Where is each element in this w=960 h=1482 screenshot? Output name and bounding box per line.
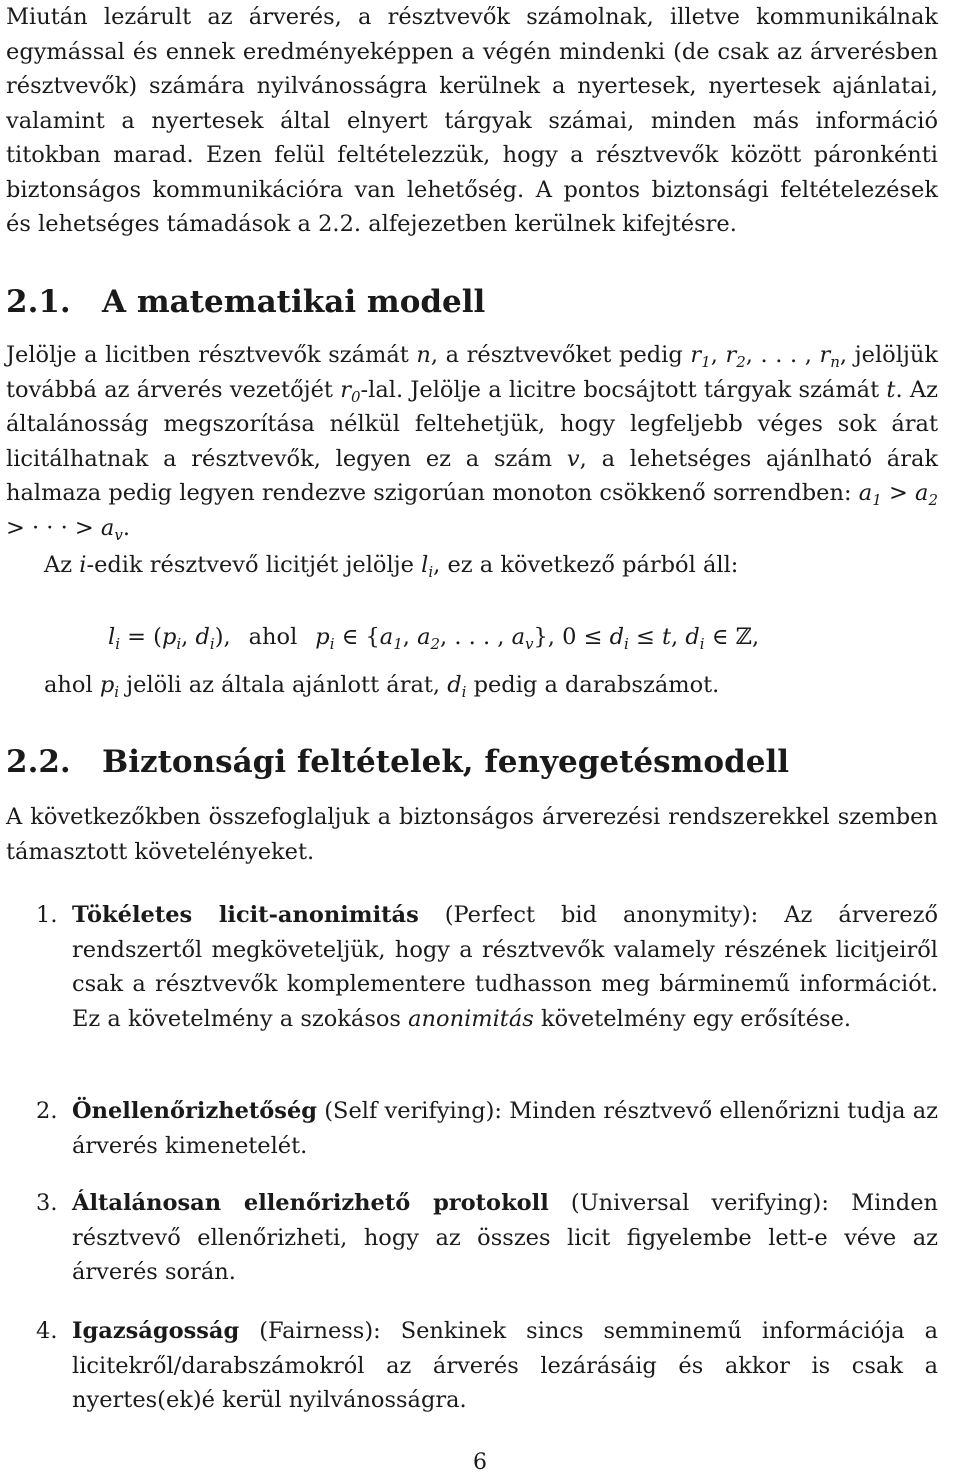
var-v: v: [566, 445, 580, 472]
var-l: l: [421, 552, 429, 578]
bid-text-2: -edik résztvevő licitjét jelölje: [86, 552, 422, 578]
list-number: 3.: [36, 1190, 58, 1216]
section-heading-2-2: [6, 742, 926, 782]
list-item: [36, 1094, 938, 1163]
requirement-term: Önellenőrizhetőség: [72, 1098, 318, 1124]
model-text-5: . Az általánosság megszorítása nélkül feltehetjük, hogy legfeljebb véges sok árat licitálhatnak a résztvevők, legyen ez a szám: [6, 376, 938, 472]
requirement-text-end: követelmény egy erősítése.: [533, 1005, 852, 1032]
intro-paragraph: Miután lezárult az árverés, a résztvevők számolnak, illetve kommunikálnak egymással és ennek eredményeképpen a végén mindenki (de csak az árverésben résztvevők) számára nyilvánosságra kerülnek a nyertesek, nyertesek ajánlatai, valamint a nyertesek által elnyert tárgyak számai, minden más információ titokban marad. Ezen felül feltételezzük, hogy a résztvevők között páronkénti biztonságos kommunikációra van lehetőség. A pontos biztonsági feltételezések és lehetséges támadások a 2.2. alfejezetben kerülnek kifejtésre.: [6, 4, 938, 237]
formula-explanation: ahol $p_i$ jelöli az általa ajánlott árat, $d_i$ pedig a darabszámot.: [44, 672, 720, 701]
var-t: t: [886, 376, 896, 403]
section-heading-2-1: [6, 282, 926, 322]
display-formula: $l_i = (p_i$, $d_i$), ahol $p_i$ ∈ {$a_1$, $a_2$, . . . , $a_v$}, $0 \le d_i \le t$, $d_i$ ∈ ℤ,: [108, 624, 760, 653]
requirement-english: (Perfect bid anonymity):: [444, 902, 759, 928]
explanation-text-3: pedig a darabszámot.: [466, 672, 720, 698]
section-number: 2.1.: [6, 284, 71, 320]
requirement-term: Tökéletes licit-anonimitás: [72, 902, 419, 928]
list-item: [36, 898, 938, 1036]
section-number: 2.2.: [6, 744, 71, 780]
formula-ahol: ahol: [248, 624, 298, 650]
list-number: 2.: [36, 1098, 58, 1124]
requirement-text: Minden résztvevő ellenőrizheti, hogy az összes licit figyelembe lett-e véve az árverés során.: [72, 1190, 938, 1285]
requirement-text: Senkinek sincs semminemű információja a licitekről/darabszámokról az árverés lezárásáig és akkor is csak a nyertes(ek)é kerül nyilvánosságra.: [72, 1318, 938, 1413]
bid-text-3: , ez a következő párból áll:: [433, 552, 739, 578]
formula-in-z: ∈ ℤ,: [704, 624, 760, 650]
model-text-4: -lal. Jelölje a licitre bocsájtott tárgyak számát: [360, 376, 887, 403]
page-number: 6: [473, 1450, 487, 1475]
requirement-english: (Self verifying):: [324, 1098, 502, 1124]
explanation-text-1: ahol: [44, 672, 100, 698]
requirement-term: Igazságosság: [72, 1318, 240, 1344]
formula-set-open: ∈ {: [334, 624, 380, 650]
model-text-2: , a résztvevőket pedig: [430, 342, 691, 368]
bid-sentence: Az i-edik résztvevő licitjét jelölje $l_i$, ez a következő párból áll:: [44, 552, 739, 581]
requirement-emphasis: anonimitás: [408, 1005, 534, 1032]
model-paragraph: Jelölje a licitben résztvevők számát n, a résztvevőket pedig $r_1$, $r_2$, . . . , $r_n$, jelöljük továbbá az árverés vezetőjét $r_0$-lal. Jelölje a licitre bocsájtott tárgyak számát t. Az általánosság megszorítása nélkül feltehetjük, hogy legfeljebb véges sok árat licitálhatnak a résztvevők, legyen ez a szám v, a lehetséges ajánlható árak halmaza pedig legyen rendezve szigorúan monoton csökkenő sorrendben: $a_1 > a_2$ > · · · > $a_v$.: [6, 342, 938, 544]
requirement-text: Minden résztvevő ellenőrizni tudja az árverés kimenetelét.: [72, 1098, 939, 1159]
model-text-3: jelöljük továbbá az árverés vezetőjét: [6, 342, 938, 403]
var-n: n: [416, 342, 431, 368]
bid-text-1: Az: [44, 552, 80, 578]
model-text-1: Jelölje a licitben résztvevők számát: [6, 342, 417, 368]
formula-leq: ≤: [576, 624, 610, 650]
section-title: Biztonsági feltételek, fenyegetésmodell: [102, 744, 790, 780]
var-i: i: [79, 552, 87, 578]
requirement-term: Általánosan ellenőrizhető protokoll: [72, 1190, 549, 1216]
formula-eq: = (: [120, 624, 162, 650]
explanation-text-2: jelöli az általa ajánlott árat,: [119, 672, 448, 698]
section-title: A matematikai modell: [102, 284, 486, 320]
list-item: [36, 1186, 938, 1290]
requirement-english: (Universal verifying):: [570, 1190, 829, 1216]
formula-lhs: l: [108, 624, 116, 650]
list-item: [36, 1314, 938, 1418]
model-text-6: , a lehetséges ajánlható árak halmaza pedig legyen rendezve szigorúan monoton csökkenő sorrendben:: [6, 445, 938, 506]
list-number: 1.: [36, 902, 58, 928]
requirements-intro: A következőkben összefoglaljuk a biztonságos árverezési rendszerekkel szemben támasztott követelényeket.: [6, 804, 938, 865]
requirement-english: (Fairness):: [259, 1318, 381, 1344]
requirement-text: Az árverező rendszertől megköveteljük, hogy a résztvevők valamely részének licitjeiről csak a résztvevők komplementere tudhasson meg bárminemű információt. Ez a követelmény a szokásos: [72, 902, 938, 1032]
list-number: 4.: [36, 1318, 58, 1344]
